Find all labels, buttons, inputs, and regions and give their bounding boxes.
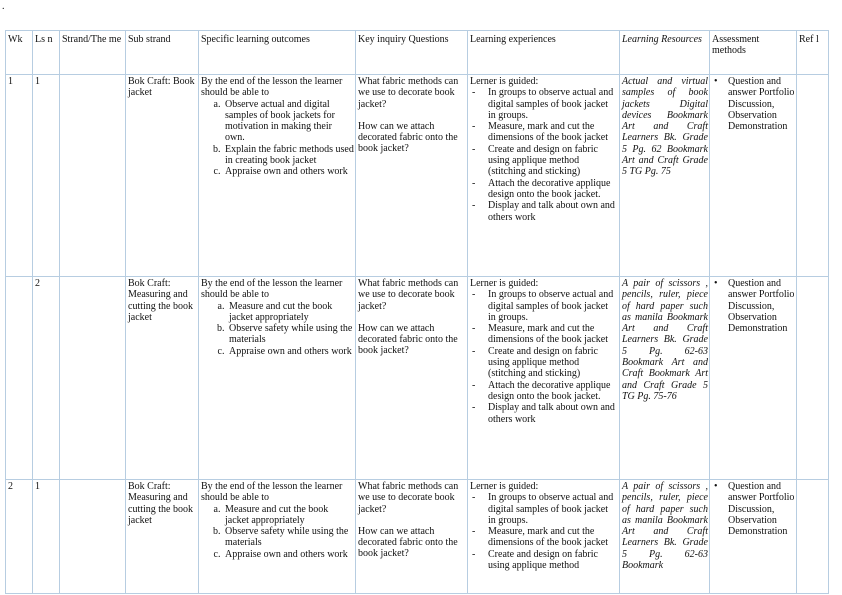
assessment-list [712,481,795,537]
strand-cell [60,480,126,594]
experiences-cell [468,480,620,594]
table-row [6,277,829,480]
outcome-item: b. Observe safety while using the materials [227,323,354,346]
experiences-intro: Lerner is guided: [470,76,539,87]
table-row [6,480,829,594]
outcomes-intro: By the end of the lesson the learner should be able to [201,481,343,504]
experience-item: - Measure, mark and cut the dimensions of the book jacket [488,323,618,346]
assessment-cell [710,75,797,277]
header-row [6,31,829,75]
header-outcomes: Specific learning outcomes [199,31,356,75]
outcome-item: c. Appraise own and others work [227,346,354,357]
questions-cell [356,75,468,277]
lesson-cell: 1 [33,480,60,594]
question-item: How can we attach decorated fabric onto the book jacket? [358,322,458,357]
experience-item: - In groups to observe actual and digital samples of book jacket in groups. [488,289,618,323]
experience-item: - In groups to observe actual and digital samples of book jacket in groups. [488,87,618,121]
header-questions: Key inquiry Questions [356,31,468,75]
experiences-cell [468,277,620,480]
resources-cell: A pair of scissors , pencils, ruler, piece of hard paper such as manila Bookmark Art and Craft Learners Bk. Grade 5 Pg. 62-63 Bookmark Art and Craft Bookmark Art and Craft Grade 5 TG Pg. 75-76 [620,277,710,480]
questions-cell [356,277,468,480]
week-cell: 1 [6,75,33,277]
outcomes-cell [199,480,356,594]
experience-item: - Measure, mark and cut the dimensions of the book jacket [488,121,618,144]
strand-cell [60,277,126,480]
outcome-item: b. Explain the fabric methods used in creating book jacket [223,144,354,167]
header-strand: Strand/The me [60,31,126,75]
outcomes-list [201,99,354,178]
experience-item: - Display and talk about own and others work [488,402,618,425]
lesson-cell: 2 [33,277,60,480]
experiences-intro: Lerner is guided: [470,278,539,289]
outcomes-intro: By the end of the lesson the learner should be able to [201,278,343,301]
questions-cell [356,480,468,594]
experience-item: - Attach the decorative applique design onto the book jacket. [488,178,618,201]
table-row [6,75,829,277]
assessment-item: • Question and answer Portfolio Discussion, Observation Demonstration [728,481,795,537]
header-experiences: Learning experiences [468,31,620,75]
outcome-item: a. Observe actual and digital samples of book jackets for motivation in making their own. [223,99,354,144]
experiences-cell [468,75,620,277]
outcomes-cell [199,75,356,277]
question-item: How can we attach decorated fabric onto the book jacket? [358,120,458,155]
strand-cell [60,75,126,277]
outcome-item: a. Measure and cut the book jacket appropriately [227,301,354,324]
outcome-item: c. Appraise own and others work [223,166,354,177]
header-sub-strand: Sub strand [126,31,199,75]
sub-strand-cell: Bok Craft: Measuring and cutting the book jacket [126,277,199,480]
header-wk: Wk [6,31,33,75]
assessment-item: • Question and answer Portfolio Discussion, Observation Demonstration [728,278,795,334]
assessment-cell [710,480,797,594]
outcomes-list [201,504,354,560]
week-cell [6,277,33,480]
question-item: What fabric methods can we use to decorate book jacket? [358,76,459,110]
outcomes-list [201,301,354,357]
header-reflection: Ref l [797,31,829,75]
experience-item: - Display and talk about own and others work [488,200,618,223]
assessment-list [712,76,795,132]
reflection-cell [797,277,829,480]
lesson-cell: 1 [33,75,60,277]
resources-cell: Actual and virtual samples of book jackets Digital devices Bookmark Art and Craft Learners Bk. Grade 5 Pg. 62 Bookmark Art and Craft Grade 5 TG Pg. 75 [620,75,710,277]
outcomes-intro: By the end of the lesson the learner should be able to [201,76,343,99]
experience-item: - Attach the decorative applique design onto the book jacket. [488,380,618,403]
sub-strand-cell: Bok Craft: Measuring and cutting the book jacket [126,480,199,594]
experiences-list [470,87,618,223]
outcome-item: b. Observe safety while using the materials [223,526,354,549]
question-item: What fabric methods can we use to decorate book jacket? [358,278,459,312]
page-mark: . [2,1,5,12]
scheme-of-work-table [5,30,829,594]
outcome-item: a. Measure and cut the book jacket appropriately [223,504,354,527]
experience-item: - Create and design on fabric using applique method (stitching and sticking) [488,346,618,380]
question-item: How can we attach decorated fabric onto the book jacket? [358,525,458,560]
header-resources: Learning Resources [620,31,710,75]
sub-strand-cell: Bok Craft: Book jacket [126,75,199,277]
experience-item: - In groups to observe actual and digital samples of book jacket in groups. [488,492,618,526]
experience-item: - Create and design on fabric using applique method [488,549,618,572]
header-lsn: Ls n [33,31,60,75]
assessment-cell [710,277,797,480]
outcome-item: c. Appraise own and others work [223,549,354,560]
reflection-cell [797,480,829,594]
resources-cell: A pair of scissors , pencils, ruler, piece of hard paper such as manila Bookmark Art and Craft Learners Bk. Grade 5 Pg. 62-63 Bookmark [620,480,710,594]
assessment-item: • Question and answer Portfolio Discussion, Observation Demonstration [728,76,795,132]
outcomes-cell [199,277,356,480]
experiences-list [470,492,618,571]
experience-item: - Create and design on fabric using applique method (stitching and sticking) [488,144,618,178]
question-item: What fabric methods can we use to decorate book jacket? [358,481,459,515]
assessment-list [712,278,795,334]
reflection-cell [797,75,829,277]
experience-item: - Measure, mark and cut the dimensions of the book jacket [488,526,618,549]
experiences-intro: Lerner is guided: [470,481,539,492]
experiences-list [470,289,618,425]
header-assessment: Assessment methods [710,31,797,75]
week-cell: 2 [6,480,33,594]
